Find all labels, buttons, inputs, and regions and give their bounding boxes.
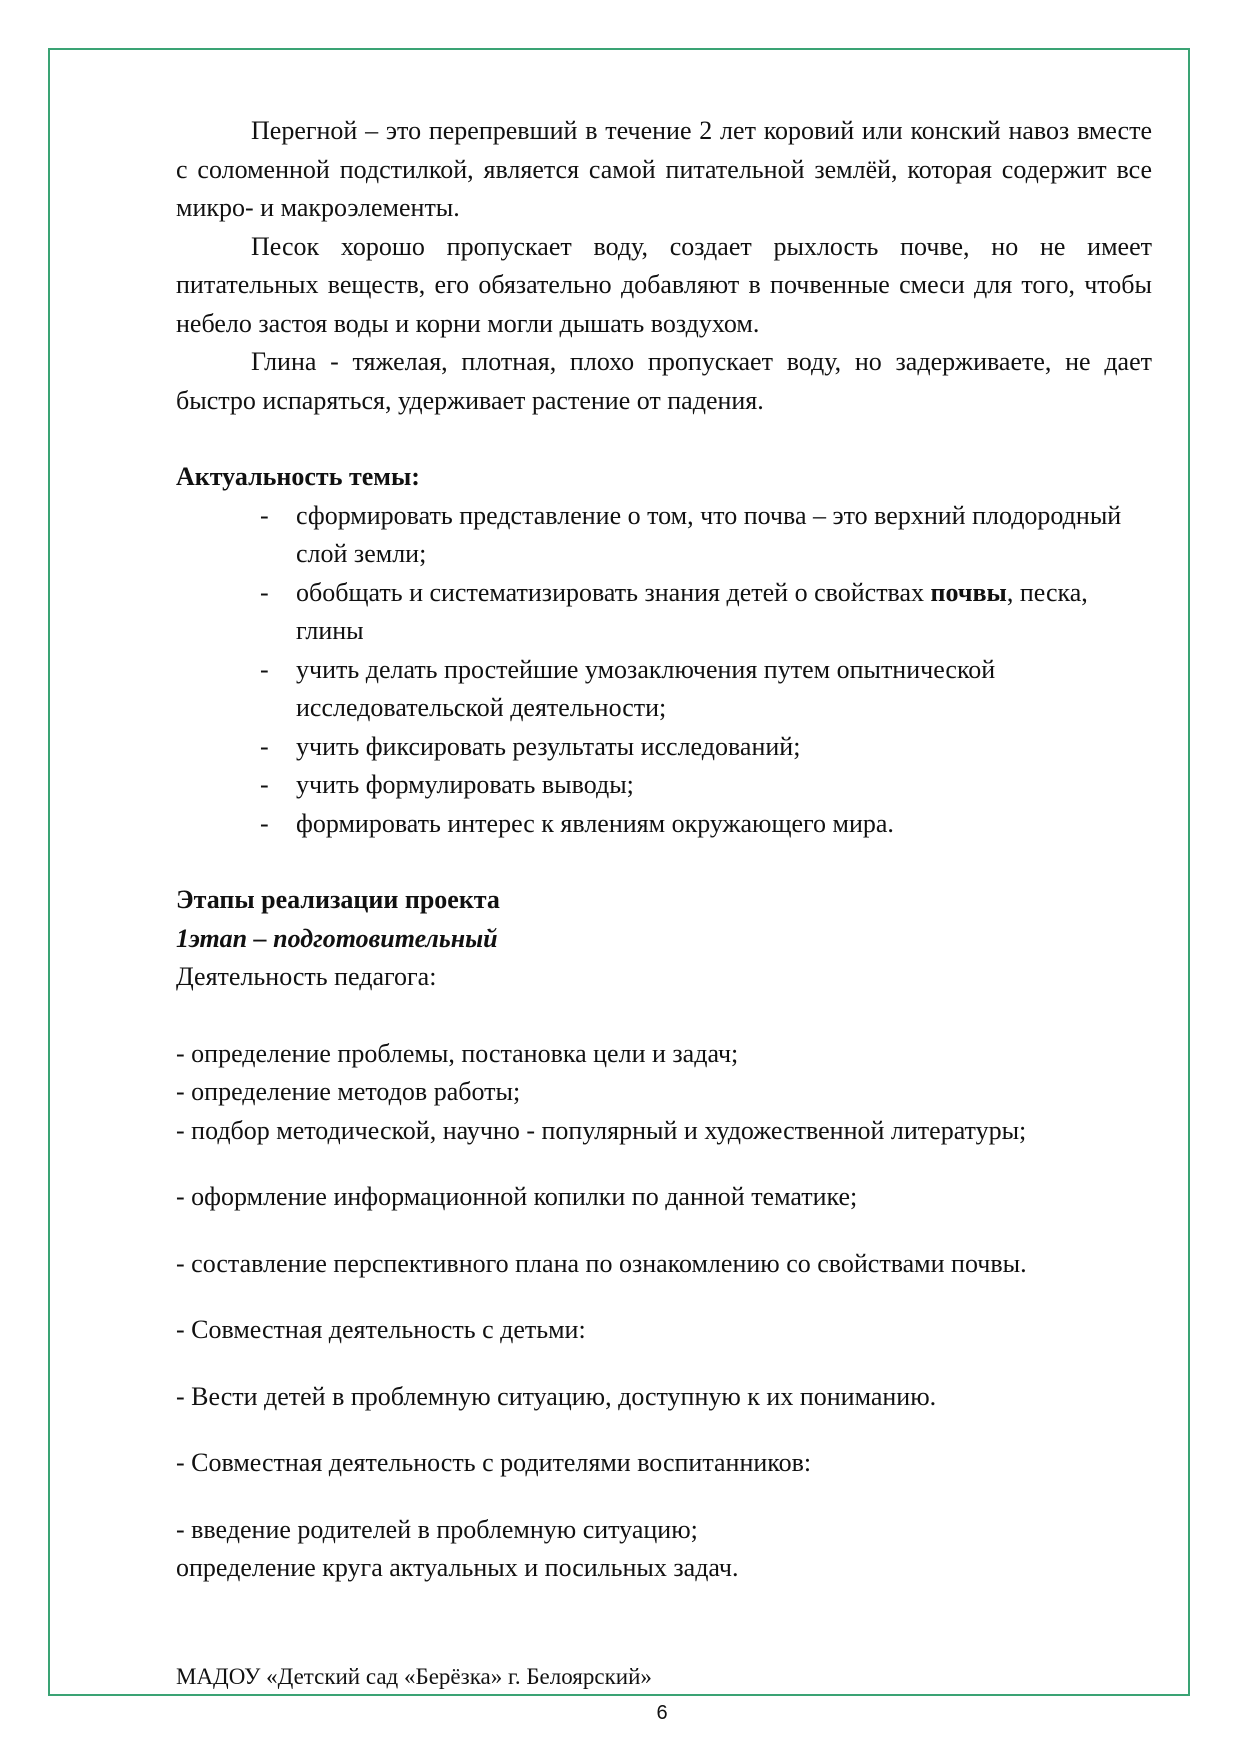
relevance-heading: Актуальность темы: [176,462,420,491]
stage-line: - составление перспективного плана по ознакомлению со свойствами почвы. [176,1248,1027,1278]
stages-heading: Этапы реализации проекта [176,885,500,914]
list-item: - учить формулировать выводы; [260,770,634,799]
footer-institution: МАДОУ «Детский сад «Берёзка» г. Белоярский» [176,1664,652,1689]
page-number: 6 [656,1702,668,1724]
list-item: - учить фиксировать результаты исследований; [260,731,801,761]
list-item: - обобщать и систематизировать знания детей о свойствах почвы, песка, глины [260,577,1088,645]
bold-term: почвы [930,577,1007,607]
stage-line: - определение методов работы; [176,1077,521,1106]
paragraph-clay: Глина - тяжелая, плотная, плохо пропускает воду, но задерживаете, не дает быстро испаряться, удерживает растение от падения. [176,347,1152,415]
stage-line: - Совместная деятельность с детьми: [176,1315,586,1344]
stage-line: - оформление информационной копилки по данной тематике; [176,1182,858,1211]
stage-line: определение круга актуальных и посильных задач. [176,1553,739,1582]
list-item: - учить делать простейшие умозаключения путем опытнической исследовательской деятельности; [260,654,996,722]
teacher-activity-label: Деятельность педагога: [176,962,437,991]
paragraph-humus: Перегной – это перепревший в течение 2 лет коровий или конский навоз вместе с соломенной подстилкой, является самой питательной землёй, которая содержит все микро- и макроэлементы. [176,116,1152,222]
document-body [176,112,1152,1588]
stage-line: - Совместная деятельность с родителями воспитанников: [176,1448,812,1477]
stage-line: - Вести детей в проблемную ситуацию, доступную к их пониманию. [176,1381,937,1411]
list-item: - сформировать представление о том, что почва – это верхний плодородный слой земли; [260,500,1122,568]
relevance-list [176,497,1152,844]
stage-line: - определение проблемы, постановка цели и задач; [176,1038,739,1068]
list-item: - формировать интерес к явлениям окружающего мира. [260,808,894,838]
paragraph-sand: Песок хорошо пропускает воду, создает рыхлость почве, но не имеет питательных веществ, его обязательно добавляют в почвенные смеси для того, чтобы небело застоя воды и корни могли дышать воздухом. [176,231,1152,338]
stage-line: - подбор методической, научно - популярный и художественной литературы; [176,1115,1027,1145]
stage-line: - введение родителей в проблемную ситуацию; [176,1514,698,1544]
stage1-heading: 1этап – подготовительный [176,923,498,953]
